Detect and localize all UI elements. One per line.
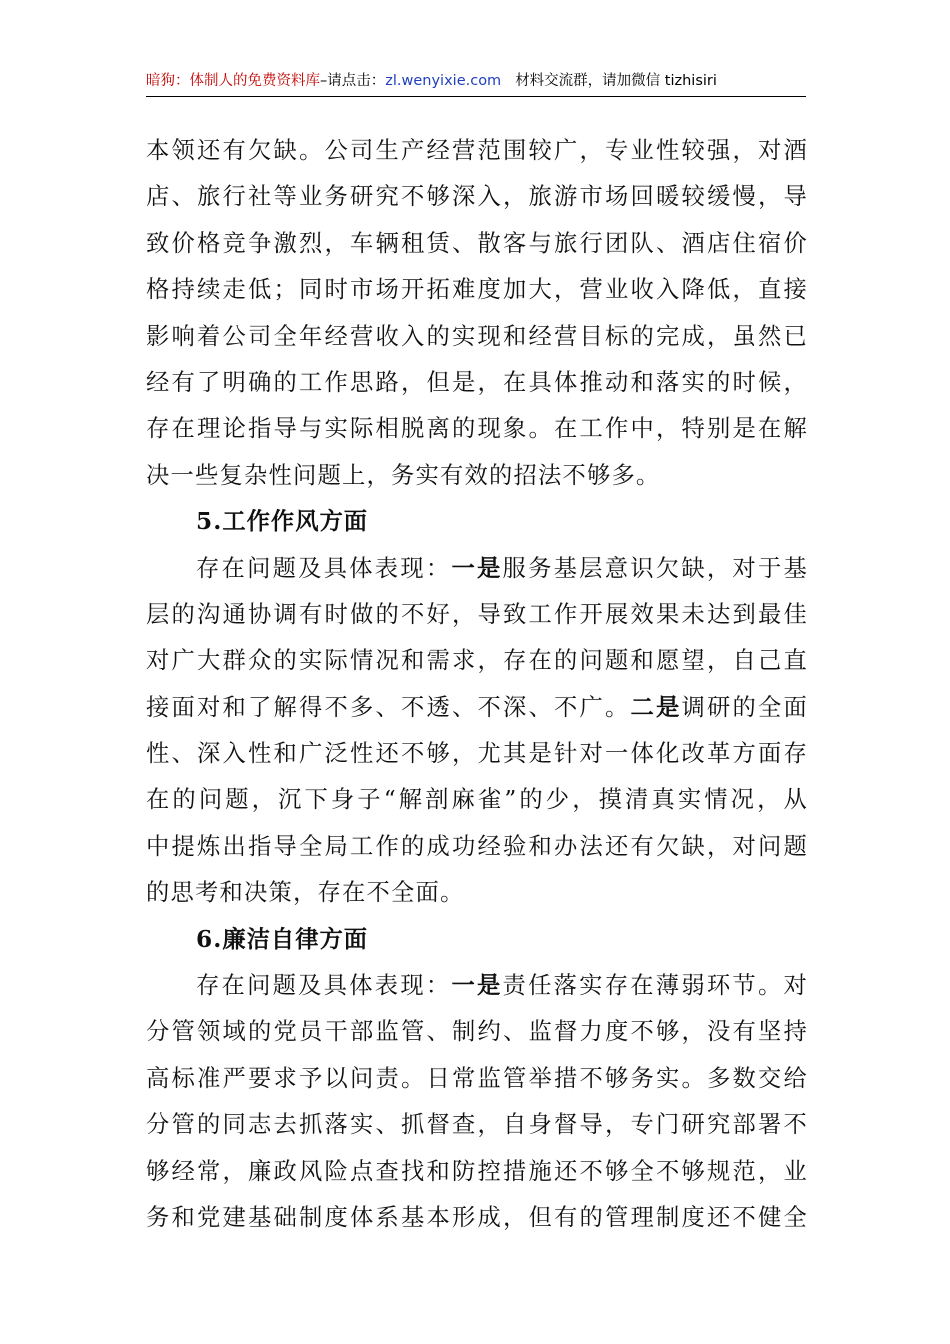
paragraph-line: 够经常，廉政风险点查找和防控措施还不够全不够规范，业 [146,1157,808,1185]
paragraph-line: 分管的同志去抓落实、抓督查，自身督导，专门研究部署不 [146,1111,808,1139]
paragraph-line: 高标准严要求予以问责。日常监管举措不够务实。多数交给 [146,1064,808,1092]
header-brand: 暗狗：体制人的免费资料库 [146,73,320,89]
paragraph-line: 决一些复杂性问题上，务实有效的招法不够多。 [146,461,661,489]
header-prompt: –请点击： [320,73,386,89]
paragraph-line: 在的问题，沉下身子“解剖麻雀”的少，摸清真实情况，从 [146,786,808,814]
document-body [146,128,808,1241]
text-run: 存在问题及具体表现： [196,554,452,582]
section-heading-5: 5.工作作风方面 [196,508,369,536]
emphasis-text: 二是 [630,693,682,721]
text-run: 存在问题及具体表现： [196,972,452,1000]
text-run: 接面对和了解得不多、不透、不深、不广。 [146,693,631,721]
header-link[interactable]: zl.wenyixie.com [385,73,502,89]
paragraph-line: 本领还有欠缺。公司生产经营范围较广，专业性较强，对酒 [146,137,808,164]
paragraph-line [146,963,808,1009]
text-run: 责任落实存在薄弱环节。对 [502,972,809,1000]
paragraph-line: 影响着公司全年经营收入的实现和经营目标的完成，虽然已 [146,322,808,350]
paragraph-line: 存在理论指导与实际相脱离的现象。在工作中，特别是在解 [146,415,808,443]
text-run: 调研的全面 [681,693,808,721]
page-header [146,70,806,97]
text-run: 服务基层意识欠缺，对于基 [502,554,809,582]
emphasis-text: 一是 [451,554,503,582]
paragraph-line: 性、深入性和广泛性还不够，尤其是针对一体化改革方面存 [146,740,808,768]
paragraph-line: 店、旅行社等业务研究不够深入，旅游市场回暖较缓慢，导 [146,183,808,211]
paragraph-line: 层的沟通协调有时做的不好，导致工作开展效果未达到最佳 [146,600,808,628]
paragraph-line [146,685,808,731]
emphasis-text: 一是 [451,972,503,1000]
header-group-info: 材料交流群，请加微信 tizhisiri [515,73,717,89]
paragraph-line: 格持续走低；同时市场开拓难度加大，营业收入降低，直接 [146,276,808,304]
paragraph-line: 分管领域的党员干部监管、制约、监督力度不够，没有坚持 [146,1018,808,1046]
section-heading-6: 6.廉洁自律方面 [196,925,369,953]
paragraph-line [146,546,808,592]
paragraph-line: 务和党建基础制度体系基本形成，但有的管理制度还不健全 [146,1203,808,1231]
paragraph-line: 的思考和决策，存在不全面。 [146,879,465,907]
paragraph-line: 中提炼出指导全局工作的成功经验和办法还有欠缺，对问题 [146,832,808,860]
paragraph-line: 经有了明确的工作思路，但是，在具体推动和落实的时候， [146,368,808,396]
paragraph-line: 致价格竞争激烈，车辆租赁、散客与旅行团队、酒店住宿价 [146,229,808,257]
paragraph-line: 对广大群众的实际情况和需求，存在的问题和愿望，自己直 [146,647,808,675]
